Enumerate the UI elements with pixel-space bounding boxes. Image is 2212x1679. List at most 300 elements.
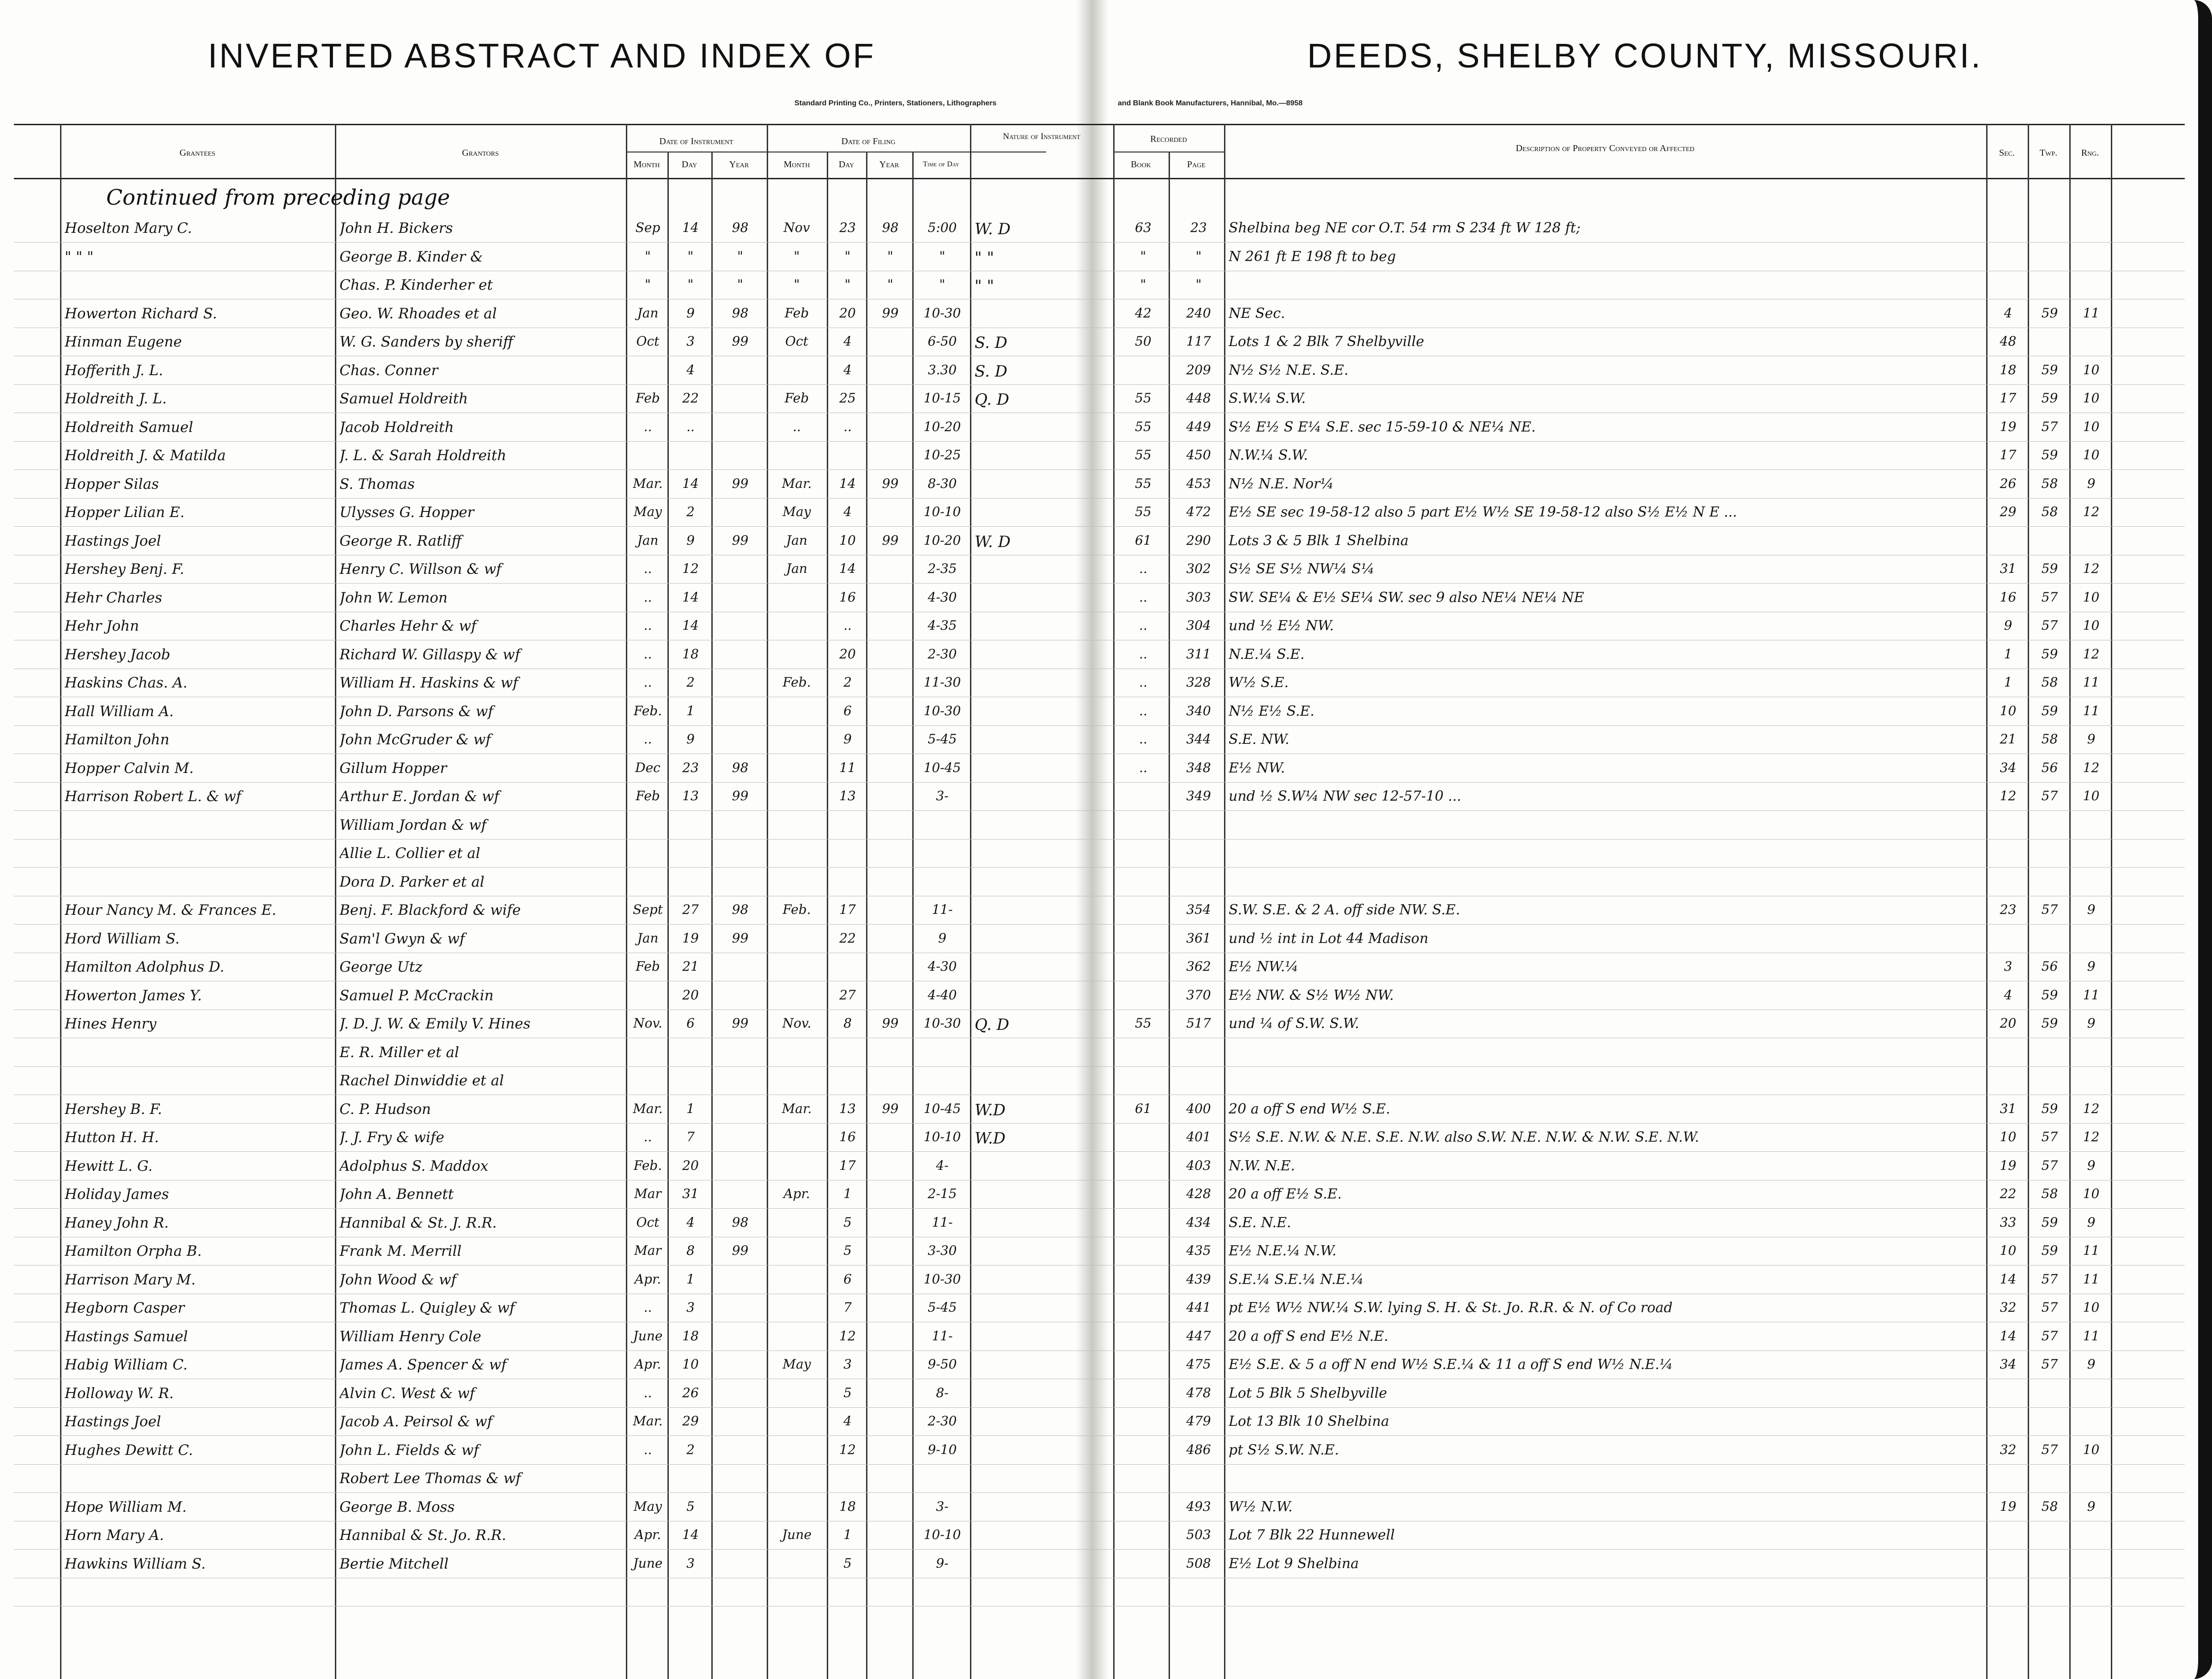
page-cell: 450 <box>1186 447 1211 462</box>
time-of-day-cell: 4- <box>936 1158 949 1173</box>
twp-cell: 59 <box>2041 703 2058 718</box>
description-cell: N.E.¼ S.E. <box>1229 646 1305 663</box>
header-bottom-rule <box>14 178 2185 179</box>
sec-cell: 33 <box>2000 1215 2017 1230</box>
twp-cell: 59 <box>2041 390 2058 406</box>
sec-cell: 9 <box>2004 618 2012 633</box>
filing-month-cell: May <box>782 504 811 519</box>
ruled-line <box>14 1492 2185 1493</box>
filing-year-cell: " <box>887 249 893 264</box>
instrument-month-cell: Jan <box>637 931 659 946</box>
twp-cell: 59 <box>2041 1101 2058 1116</box>
instrument-day-cell: 31 <box>682 1186 699 1201</box>
nature-cell: W. D <box>975 220 1011 238</box>
instrument-day-cell: 9 <box>686 533 695 548</box>
rng-cell: 10 <box>2083 618 2100 633</box>
instrument-month-cell: .. <box>643 731 652 747</box>
time-of-day-cell: 9- <box>936 1556 949 1571</box>
grantee-cell: Holdreith J. L. <box>65 390 167 407</box>
grantor-cell: George Utz <box>339 959 423 975</box>
description-cell: S.E.¼ S.E.¼ N.E.¼ <box>1229 1271 1364 1288</box>
page-cell: 354 <box>1186 902 1211 917</box>
twp-cell: 59 <box>2041 1215 2058 1230</box>
time-of-day-cell: 3- <box>936 788 949 803</box>
page-cell: 361 <box>1186 931 1211 946</box>
grantee-cell: Hamilton Adolphus D. <box>65 959 224 975</box>
instrument-month-cell: Mar. <box>633 476 663 491</box>
page-cell: 349 <box>1186 788 1211 803</box>
time-of-day-cell: 3- <box>936 1499 949 1514</box>
grantee-cell: Hughes Dewitt C. <box>65 1442 193 1459</box>
twp-cell: 59 <box>2041 1243 2058 1258</box>
filing-month-cell: Mar. <box>782 476 812 491</box>
grantee-cell: Horn Mary A. <box>65 1527 164 1544</box>
grantor-cell: John McGruder & wf <box>339 731 491 748</box>
filing-year-cell: 99 <box>882 1101 899 1116</box>
instrument-year-cell: 98 <box>732 902 749 917</box>
instrument-year-cell: 99 <box>732 533 749 548</box>
sec-cell: 4 <box>2004 987 2012 1003</box>
instrument-day-cell: 12 <box>682 561 699 576</box>
filing-day-cell: 16 <box>839 1129 856 1144</box>
page-cell: 448 <box>1186 390 1211 406</box>
ruled-line <box>14 1407 2185 1408</box>
grantor-cell: John H. Bickers <box>339 220 453 237</box>
instrument-month-cell: Mar <box>634 1186 661 1201</box>
table-row <box>0 1269 2212 1292</box>
sec-cell: 34 <box>2000 760 2017 775</box>
grantor-cell: Bertie Mitchell <box>339 1556 449 1572</box>
rng-cell: 10 <box>2083 362 2100 377</box>
filing-day-cell: 17 <box>839 1158 856 1173</box>
page-cell: 486 <box>1186 1442 1211 1457</box>
time-of-day-cell: 6-50 <box>927 334 957 349</box>
grantee-cell: Haskins Chas. A. <box>65 675 188 691</box>
table-row <box>0 587 2212 610</box>
sec-cell: 21 <box>2000 731 2017 747</box>
table-row <box>0 530 2212 553</box>
instrument-day-cell: 3 <box>686 1556 695 1571</box>
filing-year-cell: " <box>887 277 893 292</box>
grantor-cell: Frank M. Merrill <box>339 1243 462 1259</box>
twp-cell: 58 <box>2041 675 2058 690</box>
grantee-cell: Hawkins William S. <box>65 1556 206 1572</box>
table-row <box>0 444 2212 468</box>
instrument-day-cell: 4 <box>686 1215 695 1230</box>
ruled-line <box>14 725 2185 726</box>
instrument-day-cell: 14 <box>682 590 699 605</box>
sec-cell: 19 <box>2000 1499 2017 1514</box>
description-cell: Lot 13 Blk 10 Shelbina <box>1229 1413 1389 1430</box>
filing-month-cell: Feb <box>784 390 809 406</box>
instrument-month-cell: June <box>633 1328 663 1344</box>
grantee-cell: Holdreith J. & Matilda <box>65 447 226 464</box>
twp-cell: 58 <box>2041 1499 2058 1514</box>
grantor-cell: John L. Fields & wf <box>339 1442 479 1459</box>
instrument-day-cell: 10 <box>682 1357 699 1372</box>
time-of-day-cell: 10-15 <box>923 390 961 406</box>
header-page: Page <box>1187 159 1206 170</box>
description-cell: S½ E½ S E¼ S.E. sec 15-59-10 & NE¼ NE. <box>1229 419 1536 435</box>
table-row <box>0 985 2212 1008</box>
table-row <box>0 388 2212 411</box>
table-row <box>0 700 2212 724</box>
header-inst-year: Year <box>729 159 749 170</box>
description-cell: Shelbina beg NE cor O.T. 54 rm S 234 ft W 128 ft; <box>1229 220 1581 236</box>
grantee-cell: Holloway W. R. <box>65 1385 174 1402</box>
twp-cell: 57 <box>2041 1328 2058 1344</box>
ruled-line <box>14 498 2185 499</box>
instrument-month-cell: .. <box>643 1442 652 1457</box>
page-cell: 370 <box>1186 987 1211 1003</box>
header-nature: Nature of Instrument <box>1003 132 1080 141</box>
filing-month-cell: Feb <box>784 305 809 321</box>
description-cell: 20 a off S end E½ N.E. <box>1229 1328 1388 1344</box>
rng-cell: 10 <box>2083 788 2100 803</box>
instrument-month-cell: Feb. <box>633 703 662 718</box>
page-cell: " <box>1195 277 1202 292</box>
twp-cell: 57 <box>2041 1271 2058 1287</box>
description-cell: S.W. S.E. & 2 A. off side NW. S.E. <box>1229 902 1460 918</box>
filing-month-cell: " <box>794 249 800 264</box>
sec-cell: 4 <box>2004 305 2012 321</box>
page-cell: 400 <box>1186 1101 1211 1116</box>
page-cell: 478 <box>1186 1385 1211 1400</box>
grantor-cell: Allie L. Collier et al <box>339 845 480 862</box>
filing-day-cell: 4 <box>843 1413 852 1429</box>
table-row <box>0 1183 2212 1206</box>
rng-cell: 11 <box>2083 703 2100 718</box>
page-cell: 447 <box>1186 1328 1211 1344</box>
book-cell: 55 <box>1135 447 1151 462</box>
book-cell: .. <box>1139 703 1147 718</box>
grantee-cell: Hehr Charles <box>65 590 163 606</box>
instrument-day-cell: 1 <box>686 703 695 718</box>
time-of-day-cell: 8-30 <box>927 476 957 491</box>
table-row <box>0 1553 2212 1576</box>
table-row <box>0 1098 2212 1121</box>
description-cell: 20 a off E½ S.E. <box>1229 1186 1342 1202</box>
instrument-month-cell: Sept <box>633 902 663 917</box>
page-cell: 453 <box>1186 476 1211 491</box>
ruled-line <box>14 526 2185 527</box>
description-cell: und ¼ of S.W. S.W. <box>1229 1016 1359 1032</box>
grantee-cell: Hegborn Casper <box>65 1300 185 1316</box>
time-of-day-cell: 11- <box>932 902 953 917</box>
time-of-day-cell: 10-10 <box>923 504 961 519</box>
grantee-cell: Haney John R. <box>65 1215 169 1231</box>
sec-cell: 12 <box>2000 788 2017 803</box>
instrument-day-cell: 1 <box>686 1101 695 1116</box>
header-twp: Twp. <box>2039 148 2058 158</box>
grantee-cell: Holdreith Samuel <box>65 419 194 436</box>
filing-day-cell: " <box>844 277 851 292</box>
header-inst-day: Day <box>681 159 697 170</box>
grantor-cell: John Wood & wf <box>339 1271 457 1288</box>
filing-day-cell: .. <box>843 618 852 633</box>
instrument-month-cell: Feb <box>636 788 660 803</box>
instrument-month-cell: Mar <box>634 1243 661 1258</box>
instrument-month-cell: .. <box>643 675 652 690</box>
twp-cell: 59 <box>2041 1016 2058 1031</box>
header-description: Description of Property Conveyed or Affected <box>1515 143 1695 153</box>
description-cell: pt E½ W½ NW.¼ S.W. lying S. H. & St. Jo. R.R. & N. of Co road <box>1229 1300 1673 1316</box>
time-of-day-cell: 10-20 <box>923 419 961 434</box>
table-row <box>0 217 2212 240</box>
time-of-day-cell: 11- <box>932 1215 953 1230</box>
rng-cell: 12 <box>2083 1101 2100 1116</box>
printer-credit-right: and Blank Book Manufacturers, Hannibal, Mo.—8958 <box>1118 99 1303 107</box>
grantor-cell: James A. Spencer & wf <box>339 1357 507 1373</box>
instrument-month-cell: May <box>633 1499 662 1514</box>
instrument-month-cell: .. <box>643 1385 652 1400</box>
instrument-day-cell: 8 <box>686 1243 695 1258</box>
sec-cell: 26 <box>2000 476 2017 491</box>
grantee-cell: Hamilton John <box>65 731 170 748</box>
book-cell: 42 <box>1135 305 1151 321</box>
filing-month-cell: Jan <box>786 533 807 548</box>
instrument-day-cell: 21 <box>682 959 699 974</box>
continued-note: Continued from preceding page <box>106 185 450 210</box>
table-row <box>0 814 2212 837</box>
header-sec: Sec. <box>1999 148 2015 158</box>
time-of-day-cell: 9 <box>938 931 946 946</box>
filing-month-cell: " <box>794 277 800 292</box>
ruled-line <box>14 1464 2185 1465</box>
rng-cell: 10 <box>2083 390 2100 406</box>
book-cell: 55 <box>1135 1016 1151 1031</box>
table-row <box>0 1524 2212 1547</box>
filing-day-cell: 4 <box>843 362 852 377</box>
ruled-line <box>14 1123 2185 1124</box>
grantee-cell: Harrison Robert L. & wf <box>65 788 242 805</box>
table-row <box>0 1411 2212 1434</box>
grantee-cell: Habig William C. <box>65 1357 188 1373</box>
grantor-cell: E. R. Miller et al <box>339 1044 459 1061</box>
time-of-day-cell: 10-30 <box>923 1016 961 1031</box>
grantee-cell: " " " <box>65 249 94 265</box>
description-cell: 20 a off S end W½ S.E. <box>1229 1101 1390 1117</box>
filing-day-cell: 12 <box>839 1328 856 1344</box>
grantee-cell: Hershey Benj. F. <box>65 561 184 578</box>
filing-day-cell: 5 <box>843 1556 852 1571</box>
right-page-title: DEEDS, SHELBY COUNTY, MISSOURI. <box>1307 36 1982 75</box>
rng-cell: 10 <box>2083 447 2100 462</box>
grantee-cell: Holiday James <box>65 1186 169 1203</box>
time-of-day-cell: 5-45 <box>927 1300 957 1315</box>
page-cell: 401 <box>1186 1129 1211 1144</box>
time-of-day-cell: 5-45 <box>927 731 957 747</box>
page-cell: 403 <box>1186 1158 1211 1173</box>
twp-cell: 57 <box>2041 1129 2058 1144</box>
page-cell: 441 <box>1186 1300 1211 1315</box>
grantor-cell: Arthur E. Jordan & wf <box>339 788 500 805</box>
page-cell: 362 <box>1186 959 1211 974</box>
rng-cell: 9 <box>2087 1215 2096 1230</box>
description-cell: Lots 3 & 5 Blk 1 Shelbina <box>1229 533 1409 549</box>
rng-cell: 11 <box>2083 1271 2100 1287</box>
filing-day-cell: 5 <box>843 1243 852 1258</box>
instrument-month-cell: .. <box>643 1129 652 1144</box>
grantee-cell: Hastings Joel <box>65 533 161 549</box>
twp-cell: 57 <box>2041 419 2058 434</box>
sec-cell: 29 <box>2000 504 2017 519</box>
sec-cell: 23 <box>2000 902 2017 917</box>
grantor-cell: John W. Lemon <box>339 590 448 606</box>
instrument-day-cell: 3 <box>686 334 695 349</box>
instrument-month-cell: Mar. <box>633 1413 663 1429</box>
time-of-day-cell: 10-30 <box>923 1271 961 1287</box>
instrument-month-cell: Mar. <box>633 1101 663 1116</box>
instrument-day-cell: 6 <box>686 1016 695 1031</box>
grantor-cell: Geo. W. Rhoades et al <box>339 305 497 322</box>
nature-cell: Q. D <box>975 390 1010 409</box>
book-cell: " <box>1140 249 1146 264</box>
rng-cell: 9 <box>2087 476 2096 491</box>
table-row <box>0 501 2212 524</box>
twp-cell: 57 <box>2041 1158 2058 1173</box>
filing-day-cell: 13 <box>839 788 856 803</box>
time-of-day-cell: 10-30 <box>923 703 961 718</box>
instrument-month-cell: Nov. <box>633 1016 662 1031</box>
rng-cell: 11 <box>2083 675 2100 690</box>
grantee-cell: Hastings Joel <box>65 1413 161 1430</box>
filing-day-cell: " <box>844 249 851 264</box>
filing-day-cell: 20 <box>839 305 856 321</box>
ruled-line <box>14 242 2185 243</box>
instrument-month-cell: Dec <box>635 760 661 775</box>
instrument-day-cell: 18 <box>682 646 699 662</box>
description-cell: SW. SE¼ & E½ SE¼ SW. sec 9 also NE¼ NE¼ NE <box>1229 590 1584 606</box>
rng-cell: 9 <box>2087 1357 2096 1372</box>
instrument-day-cell: 20 <box>682 1158 699 1173</box>
sec-cell: 31 <box>2000 1101 2017 1116</box>
instrument-year-cell: 99 <box>732 1016 749 1031</box>
grantee-cell: Hord William S. <box>65 931 180 947</box>
description-cell: Lots 1 & 2 Blk 7 Shelbyville <box>1229 334 1424 350</box>
ruled-line <box>14 782 2185 783</box>
header-book: Book <box>1131 159 1151 170</box>
ruled-line <box>14 1151 2185 1152</box>
instrument-day-cell: 14 <box>682 1527 699 1542</box>
grantor-cell: J. D. J. W. & Emily V. Hines <box>339 1016 531 1032</box>
instrument-month-cell: Oct <box>636 334 660 349</box>
time-of-day-cell: 3.30 <box>927 362 957 377</box>
ruled-line <box>14 384 2185 385</box>
time-of-day-cell: 2-30 <box>927 646 957 662</box>
header-top-rule <box>14 124 2185 125</box>
sec-cell: 17 <box>2000 390 2017 406</box>
twp-cell: 57 <box>2041 1357 2058 1372</box>
twp-cell: 57 <box>2041 1442 2058 1457</box>
grantor-cell: S. Thomas <box>339 476 415 493</box>
page-cell: 348 <box>1186 760 1211 775</box>
header-filing-month: Month <box>783 159 810 170</box>
instrument-month-cell: Feb <box>636 959 660 974</box>
nature-cell: W.D <box>975 1129 1006 1148</box>
rng-cell: 10 <box>2083 1186 2100 1201</box>
time-of-day-cell: " <box>939 277 945 292</box>
description-cell: N.W.¼ S.W. <box>1229 447 1308 463</box>
instrument-year-cell: 98 <box>732 305 749 321</box>
grantor-cell: John D. Parsons & wf <box>339 703 493 720</box>
sec-cell: 34 <box>2000 1357 2017 1372</box>
rng-cell: 11 <box>2083 987 2100 1003</box>
instrument-year-cell: 99 <box>732 334 749 349</box>
twp-cell: 57 <box>2041 788 2058 803</box>
rng-cell: 11 <box>2083 1328 2100 1344</box>
grantor-cell: Chas. P. Kinderher et <box>339 277 493 293</box>
instrument-month-cell: Jan <box>637 533 659 548</box>
sec-cell: 22 <box>2000 1186 2017 1201</box>
description-cell: N½ S½ N.E. S.E. <box>1229 362 1349 378</box>
ruled-line <box>14 441 2185 442</box>
twp-cell: 59 <box>2041 646 2058 662</box>
twp-cell: 58 <box>2041 731 2058 747</box>
table-row <box>0 757 2212 780</box>
instrument-day-cell: 20 <box>682 987 699 1003</box>
instrument-month-cell: Apr. <box>634 1271 661 1287</box>
grantor-cell: Jacob Holdreith <box>339 419 454 436</box>
twp-cell: 59 <box>2041 447 2058 462</box>
instrument-month-cell: Oct <box>636 1215 660 1230</box>
book-cell: 55 <box>1135 390 1151 406</box>
grantee-cell: Howerton James Y. <box>65 987 202 1004</box>
table-row <box>0 558 2212 581</box>
description-cell: S½ SE S½ NW¼ S¼ <box>1229 561 1375 577</box>
filing-day-cell: 11 <box>839 760 856 775</box>
time-of-day-cell: 11- <box>932 1328 953 1344</box>
grantor-cell: Hannibal & St. J. R.R. <box>339 1215 497 1231</box>
sec-cell: 19 <box>2000 419 2017 434</box>
instrument-day-cell: 26 <box>682 1385 699 1400</box>
time-of-day-cell: 10-45 <box>923 1101 961 1116</box>
rng-cell: 9 <box>2087 1158 2096 1173</box>
twp-cell: 58 <box>2041 1186 2058 1201</box>
instrument-day-cell: 14 <box>682 476 699 491</box>
filing-day-cell: 9 <box>843 731 852 747</box>
header-recorded: Recorded <box>1150 134 1187 144</box>
filing-year-cell: 98 <box>882 220 899 235</box>
instrument-year-cell: " <box>737 277 743 292</box>
filing-year-cell: 99 <box>882 1016 899 1031</box>
filing-month-cell: .. <box>793 419 801 434</box>
rng-cell: 10 <box>2083 1300 2100 1315</box>
twp-cell: 59 <box>2041 561 2058 576</box>
filing-month-cell: Mar. <box>782 1101 812 1116</box>
table-row <box>0 956 2212 979</box>
table-row <box>0 1354 2212 1377</box>
rng-cell: 12 <box>2083 1129 2100 1144</box>
page-cell: 479 <box>1186 1413 1211 1429</box>
time-of-day-cell: 10-30 <box>923 305 961 321</box>
book-cell: .. <box>1139 590 1147 605</box>
page-cell: 344 <box>1186 731 1211 747</box>
instrument-month-cell: .. <box>643 646 652 662</box>
header-grantors: Grantors <box>462 148 499 158</box>
header-filing-day: Day <box>838 159 854 170</box>
instrument-day-cell: .. <box>686 419 695 434</box>
instrument-day-cell: 27 <box>682 902 699 917</box>
rng-cell: 10 <box>2083 1442 2100 1457</box>
table-row <box>0 1070 2212 1093</box>
page-cell: 304 <box>1186 618 1211 633</box>
table-row <box>0 1212 2212 1235</box>
page-cell: 475 <box>1186 1357 1211 1372</box>
time-of-day-cell: 10-45 <box>923 760 961 775</box>
filing-day-cell: 12 <box>839 1442 856 1457</box>
instrument-day-cell: 5 <box>686 1499 695 1514</box>
